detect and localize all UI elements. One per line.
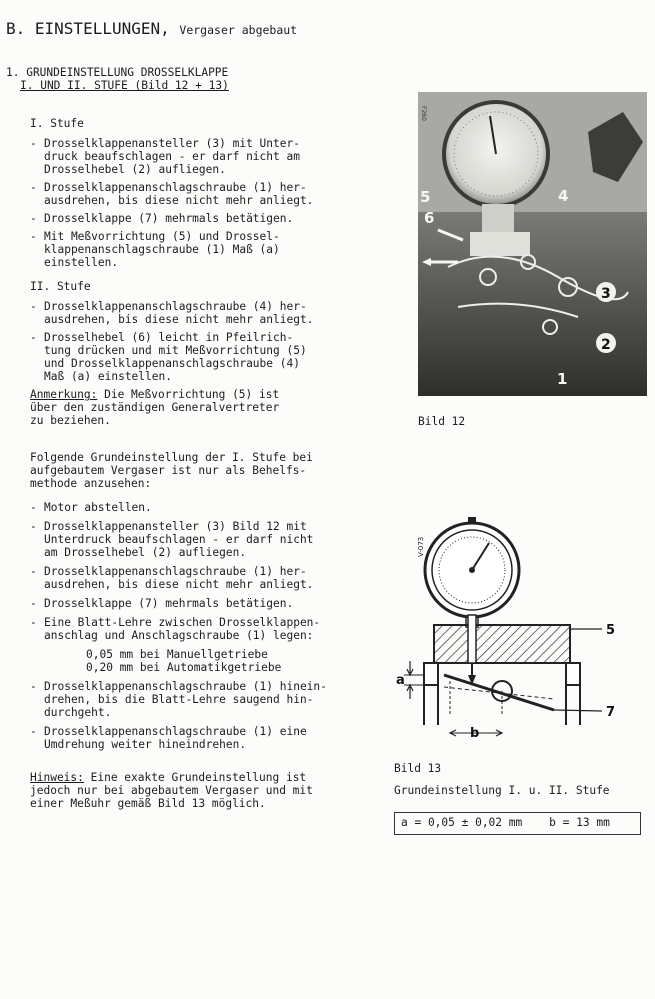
- note-text-rest: über den zuständigen Generalvertreter zu beziehen.: [30, 401, 280, 427]
- photo-mark: F260: [420, 106, 427, 121]
- list-item: - Motor abstellen.: [30, 501, 378, 514]
- note-hinweis: [30, 771, 378, 810]
- figure12-caption: Bild 12: [418, 415, 466, 428]
- section-subheading: I. UND II. STUFE (Bild 12 + 13): [20, 79, 229, 92]
- text-column: [6, 66, 378, 810]
- list-item: - Drosselhebel (6) leicht in Pfeilrich- tung drücken und mit Meßvorrichtung (5) und Drosselklappenanschlagschraube (4) Maß (a) einstellen.: [30, 331, 378, 383]
- assembled-intro: Folgende Grundeinstellung der I. Stufe bei aufgebautem Vergaser ist nur als Behelfs- methode anzusehen:: [30, 451, 313, 490]
- note-anmerkung: [30, 388, 378, 427]
- stage1-title: I. Stufe: [30, 117, 84, 130]
- figure13-subcaption: Grundeinstellung I. u. II. Stufe: [394, 784, 610, 797]
- photo-label-1: 1: [557, 370, 568, 388]
- list-item: - Drosselklappenanschlagschraube (1) hinein- drehen, bis die Blatt-Lehre saugend hin- durchgeht.: [30, 680, 378, 719]
- list-item: - Drosselklappenansteller (3) mit Unter- druck beaufschlagen - er darf nicht am Drosselhebel (2) aufliegen.: [30, 137, 378, 176]
- list-item: - Drosselklappenansteller (3) Bild 12 mit Unterdruck beaufschlagen - er darf nicht am Drosselhebel (2) aufliegen.: [30, 520, 378, 559]
- list-item: - Drosselklappe (7) mehrmals betätigen.: [30, 212, 378, 225]
- gauge-mark: V-073: [417, 536, 425, 557]
- photo-label-6: 6: [424, 209, 435, 227]
- photo-label-3: 3: [601, 286, 611, 302]
- note-text: Eine exakte Grundeinstellung ist: [83, 771, 307, 784]
- figure13-caption: Bild 13: [394, 762, 442, 775]
- note-label: Anmerkung:: [30, 388, 98, 401]
- list-item: - Drosselklappenanschlagschraube (4) her- ausdrehen, bis diese nicht mehr anliegt.: [30, 300, 378, 326]
- gauge-manual: 0,05 mm bei Manuellgetriebe: [86, 648, 268, 661]
- dim-a-label: a: [396, 673, 405, 688]
- note-text-rest: jedoch nur bei abgebautem Vergaser und mit einer Meßuhr gemäß Bild 13 möglich.: [30, 784, 313, 810]
- photo-label-2: 2: [601, 337, 611, 353]
- photo-label-5: 5: [420, 188, 431, 206]
- spec-box: a = 0,05 ± 0,02 mm b = 13 mm: [394, 812, 641, 835]
- note-text: Die Meßvorrichtung (5) ist: [97, 388, 280, 401]
- leader-label-7: 7: [606, 705, 616, 720]
- title-subtitle: Vergaser abgebaut: [179, 23, 298, 37]
- list-item: - Drosselklappenanschlagschraube (1) her- ausdrehen, bis diese nicht mehr anliegt.: [30, 181, 378, 207]
- leader-label-5: 5: [606, 623, 616, 638]
- list-item: - Mit Meßvorrichtung (5) und Drossel- klappenanschlagschraube (1) Maß (a) einstellen.: [30, 230, 378, 269]
- carburetor-photo: [418, 92, 647, 396]
- list-item: - Drosselklappenanschlagschraube (1) her- ausdrehen, bis diese nicht mehr anliegt.: [30, 565, 378, 591]
- photo-label-4: 4: [558, 187, 569, 205]
- stage2-list: [30, 300, 378, 383]
- note-label: Hinweis:: [30, 771, 84, 784]
- section-heading: 1. GRUNDEINSTELLUNG DROSSELKLAPPE: [6, 66, 229, 79]
- list-item: - Drosselklappenanschlagschraube (1) eine Umdrehung weiter hineindrehen.: [30, 725, 378, 751]
- title-main: B. EINSTELLUNGEN,: [6, 19, 170, 38]
- gauge-diagram: [394, 515, 634, 745]
- list-item: - Drosselklappe (7) mehrmals betätigen.: [30, 597, 378, 610]
- assembled-list: [30, 501, 378, 751]
- gauge-auto: 0,20 mm bei Automatikgetriebe: [86, 661, 282, 674]
- stage2-title: II. Stufe: [30, 280, 91, 293]
- page-title: [6, 19, 297, 40]
- list-item: - Eine Blatt-Lehre zwischen Drosselklappen- anschlag und Anschlagschraube (1) legen:: [30, 616, 378, 642]
- dim-b-label: b: [470, 726, 480, 741]
- stage1-list: [30, 137, 378, 269]
